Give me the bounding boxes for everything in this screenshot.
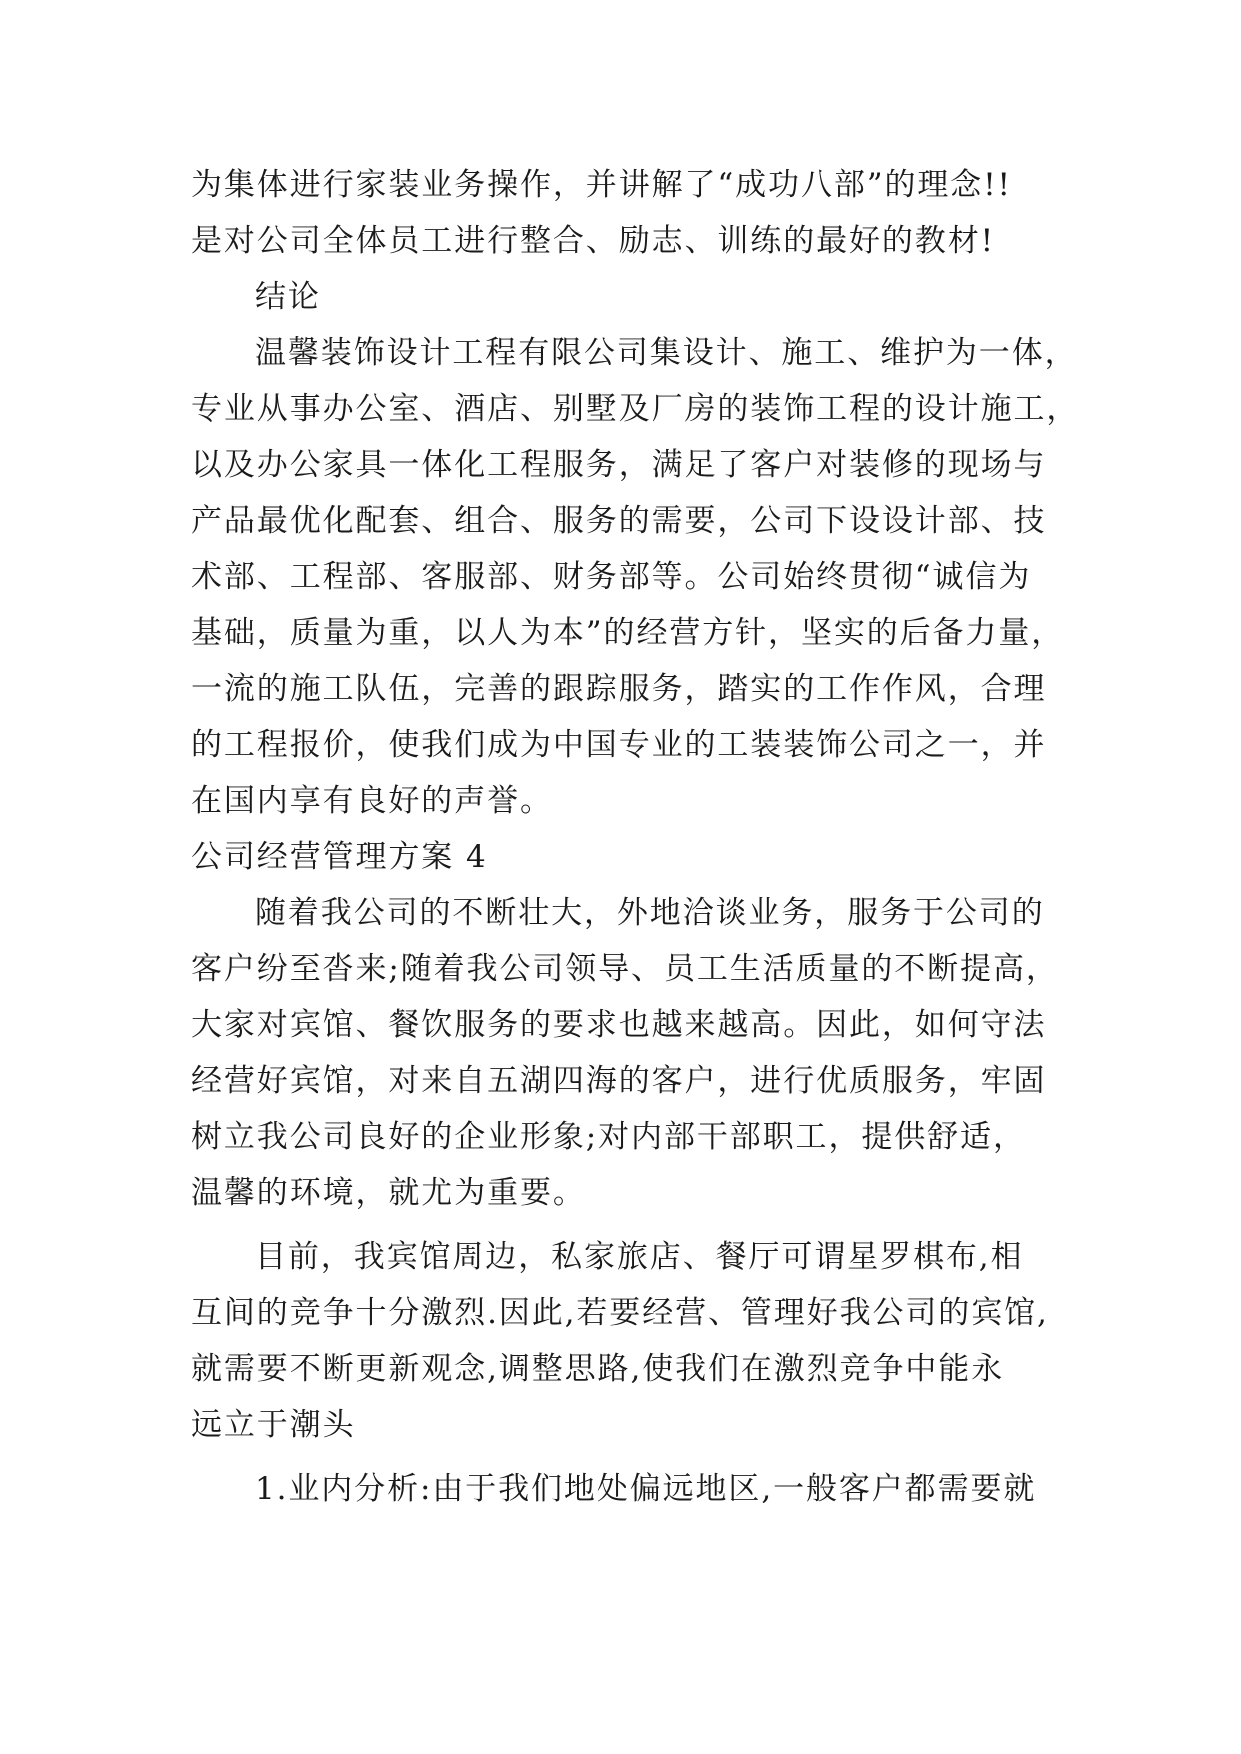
text-line: 产品最优化配套、组合、服务的需要，公司下设设计部、技 [191, 503, 1047, 539]
text-line: 术部、工程部、客服部、财务部等。公司始终贯彻“诚信为 [191, 559, 1032, 595]
text-line: 1.业内分析:由于我们地处偏远地区,一般客户都需要就 [255, 1471, 1037, 1507]
text-line: 温馨的环境，就尤为重要。 [191, 1175, 586, 1211]
text-line: 一流的施工队伍，完善的跟踪服务，踏实的工作作风，合理 [191, 671, 1047, 707]
text-line: 目前，我宾馆周边，私家旅店、餐厅可谓星罗棋布,相 [255, 1239, 1024, 1275]
text-line: 为集体进行家装业务操作，并讲解了“成功八部”的理念!! [191, 167, 1012, 203]
text-line: 温馨装饰设计工程有限公司集设计、施工、维护为一体， [255, 335, 1078, 371]
text-line: 经营好宾馆，对来自五湖四海的客户，进行优质服务，牢固 [191, 1063, 1047, 1099]
text-line: 随着我公司的不断壮大，外地洽谈业务，服务于公司的 [255, 895, 1045, 931]
text-line: 就需要不断更新观念,调整思路,使我们在激烈竞争中能永 [191, 1351, 1005, 1387]
text-line: 在国内享有良好的声誉。 [191, 783, 553, 819]
text-line: 互间的竞争十分激烈.因此,若要经营、管理好我公司的宾馆, [191, 1295, 1049, 1331]
text-line: 的工程报价，使我们成为中国专业的工装装饰公司之一，并 [191, 727, 1047, 763]
text-line: 远立于潮头 [191, 1407, 356, 1443]
text-line: 客户纷至沓来;随着我公司领导、员工生活质量的不断提高， [191, 951, 1059, 987]
section-heading-conclusion: 结论 [255, 279, 321, 315]
section-title: 公司经营管理方案 4 [191, 839, 488, 875]
text-line: 是对公司全体员工进行整合、励志、训练的最好的教材! [191, 223, 995, 259]
text-line: 以及办公家具一体化工程服务，满足了客户对装修的现场与 [191, 447, 1047, 483]
text-line: 大家对宾馆、餐饮服务的要求也越来越高。因此，如何守法 [191, 1007, 1047, 1043]
document-body [191, 157, 1080, 1517]
text-line: 专业从事办公室、酒店、别墅及厂房的装饰工程的设计施工， [191, 391, 1080, 427]
text-line: 基础，质量为重，以人为本”的经营方针，坚实的后备力量， [191, 615, 1065, 651]
text-line: 树立我公司良好的企业形象;对内部干部职工，提供舒适， [191, 1119, 1026, 1155]
